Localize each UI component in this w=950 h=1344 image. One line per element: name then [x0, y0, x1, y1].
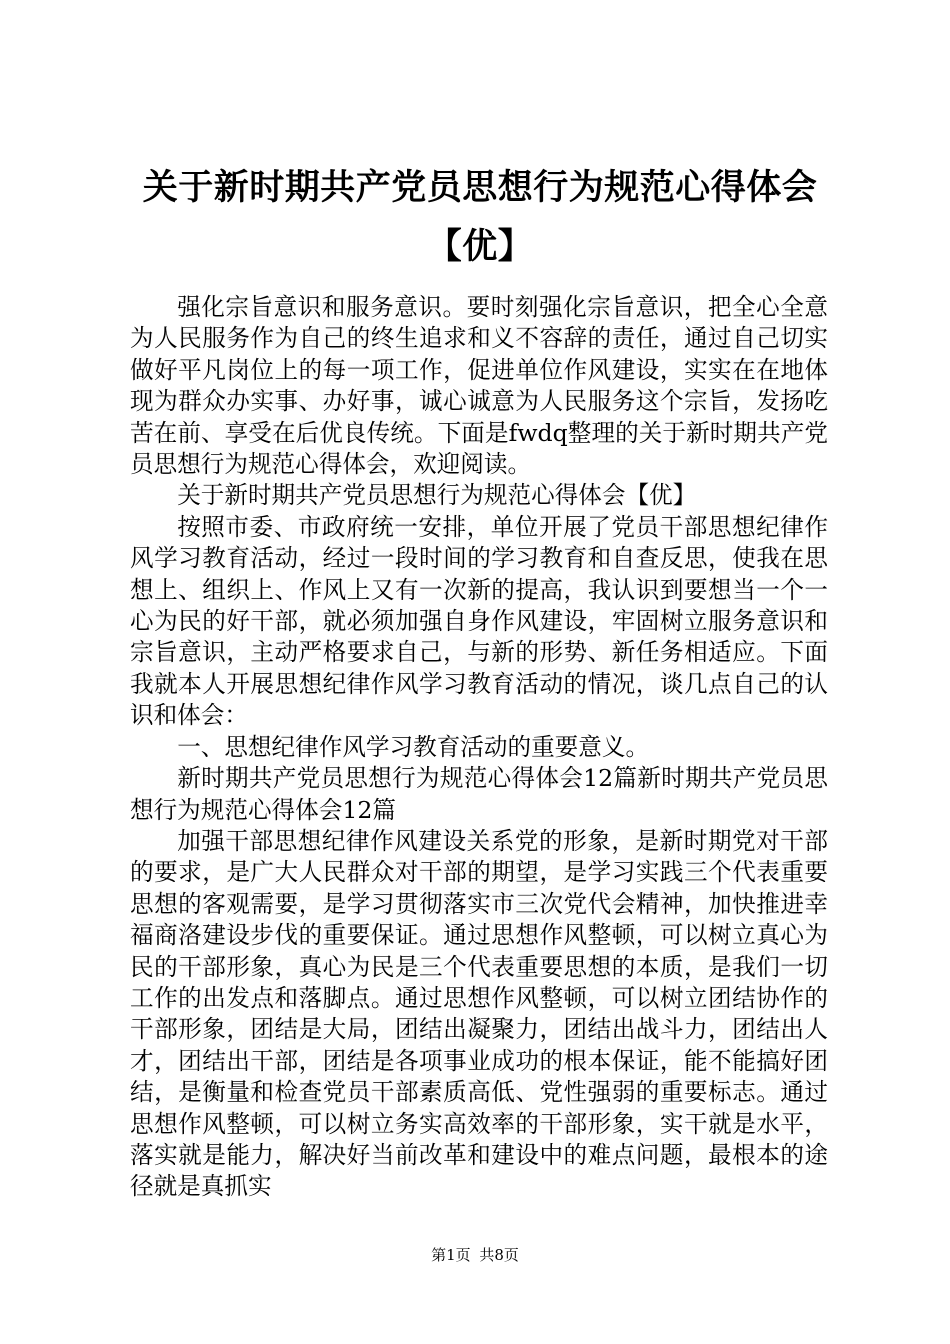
document-title: 关于新时期共产党员思想行为规范心得体会 [142, 167, 818, 208]
document-title-suffix: 【优】 [426, 226, 534, 267]
paragraph: 按照市委、市政府统一安排，单位开展了党员干部思想纪律作风学习教育活动，经过一段时间的学习教育和自查反思，使我在思想上、组织上、作风上又有一次新的提高，我认识到要想当一个一心为民的好干部，就必须加强自身作风建设，牢固树立服务意识和宗旨意识，主动严格要求自己，与新的形势、新任务相适应。下面我就本人开展思想纪律作风学习教育活动的情况，谈几点自己的认识和体会： [130, 512, 828, 730]
page-footer [0, 1244, 950, 1265]
paragraph: 新时期共产党员思想行为规范心得体会12篇新时期共产党员思想行为规范心得体会12篇 [130, 764, 828, 824]
paragraph: 一、思想纪律作风学习教育活动的重要意义。 [177, 732, 650, 761]
paragraph: 强化宗旨意识和服务意识。要时刻强化宗旨意识，把全心全意为人民服务作为自己的终生追求和义不容辞的责任，通过自己切实做好平凡岗位上的每一项工作，促进单位作风建设，实实在在地体现为群众办实事、办好事，诚心诚意为人民服务这个宗旨，发扬吃苦在前、享受在后优良传统。下面是fwdq整理的关于新时期共产党员思想行为规范心得体会，欢迎阅读。 [130, 293, 828, 479]
page-total: 共8页 [479, 1246, 519, 1264]
document-body [130, 292, 828, 1203]
page-number: 第1页 [431, 1246, 471, 1264]
paragraph: 加强干部思想纪律作风建设关系党的形象，是新时期党对干部的要求，是广大人民群众对干部的期望，是学习实践三个代表重要思想的客观需要，是学习贯彻落实市三次党代会精神，加快推进幸福商洛建设步伐的重要保证。通过思想作风整顿，可以树立真心为民的干部形象，真心为民是三个代表重要思想的本质，是我们一切工作的出发点和落脚点。通过思想作风整顿，可以树立团结协作的干部形象，团结是大局，团结出凝聚力，团结出战斗力，团结出人才，团结出干部，团结是各项事业成功的根本保证，能不能搞好团结，是衡量和检查党员干部素质高低、党性强弱的重要标志。通过思想作风整顿，可以树立务实高效率的干部形象，实干就是水平，落实就是能力，解决好当前改革和建设中的难点问题，最根本的途径就是真抓实 [130, 826, 828, 1201]
paragraph: 关于新时期共产党员思想行为规范心得体会【优】 [177, 481, 697, 510]
